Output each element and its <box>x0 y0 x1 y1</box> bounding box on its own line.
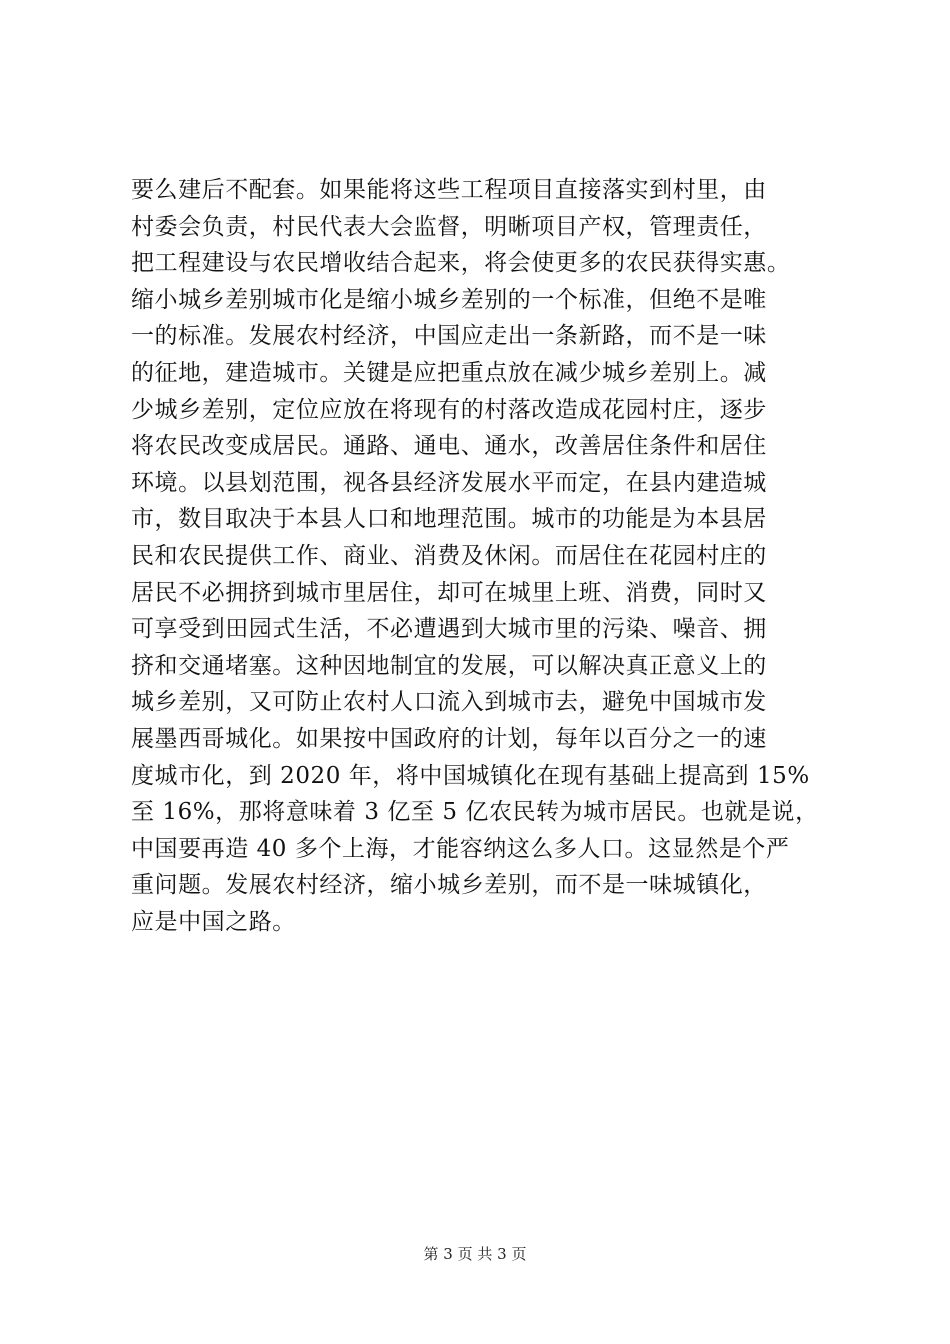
text-line: 将农民改变成居民。通路、通电、通水，改善居住条件和居住 <box>131 433 767 460</box>
text-line: 的征地，建造城市。关键是应把重点放在减少城乡差别上。减 <box>131 359 767 386</box>
text-line: 中国要再造 40 多个上海，才能容纳这么多人口。这显然是个严 <box>131 835 790 862</box>
text-line: 要么建后不配套。如果能将这些工程项目直接落实到村里，由 <box>131 177 767 203</box>
text-line: 城乡差别，又可防止农村人口流入到城市去，避免中国城市发 <box>131 689 767 716</box>
text-line: 重问题。发展农村经济，缩小城乡差别，而不是一味城镇化， <box>131 872 767 899</box>
text-line: 环境。以县划范围，视各县经济发展水平而定，在县内建造城 <box>131 469 767 496</box>
text-line: 应是中国之路。 <box>131 908 296 935</box>
text-line: 市，数目取决于本县人口和地理范围。城市的功能是为本县居 <box>131 506 767 533</box>
text-line: 居民不必拥挤到城市里居住，却可在城里上班、消费，同时又 <box>131 579 767 606</box>
text-line: 把工程建设与农民增收结合起来，将会使更多的农民获得实惠。 <box>131 250 791 277</box>
text-line: 挤和交通堵塞。这种因地制宜的发展，可以解决真正意义上的 <box>131 652 767 679</box>
text-line: 一的标准。发展农村经济，中国应走出一条新路，而不是一味 <box>131 323 767 350</box>
text-line: 度城市化，到 2020 年，将中国城镇化在现有基础上提高到 15% <box>131 762 810 789</box>
text-line: 少城乡差别，定位应放在将现有的村落改造成花园村庄，逐步 <box>131 396 767 423</box>
body-text <box>131 172 831 940</box>
text-line: 民和农民提供工作、商业、消费及休闲。而居住在花园村庄的 <box>131 542 767 569</box>
text-line: 缩小城乡差别城市化是缩小城乡差别的一个标准，但绝不是唯 <box>131 286 767 313</box>
text-line: 至 16%，那将意味着 3 亿至 5 亿农民转为城市居民。也就是说， <box>131 799 819 826</box>
page-footer: 第 3 页 共 3 页 <box>423 1245 527 1263</box>
text-line: 可享受到田园式生活，不必遭遇到大城市里的污染、噪音、拥 <box>131 616 767 643</box>
text-line: 展墨西哥城化。如果按中国政府的计划，每年以百分之一的速 <box>131 725 767 752</box>
text-line: 村委会负责，村民代表大会监督，明晰项目产权，管理责任， <box>131 213 767 240</box>
